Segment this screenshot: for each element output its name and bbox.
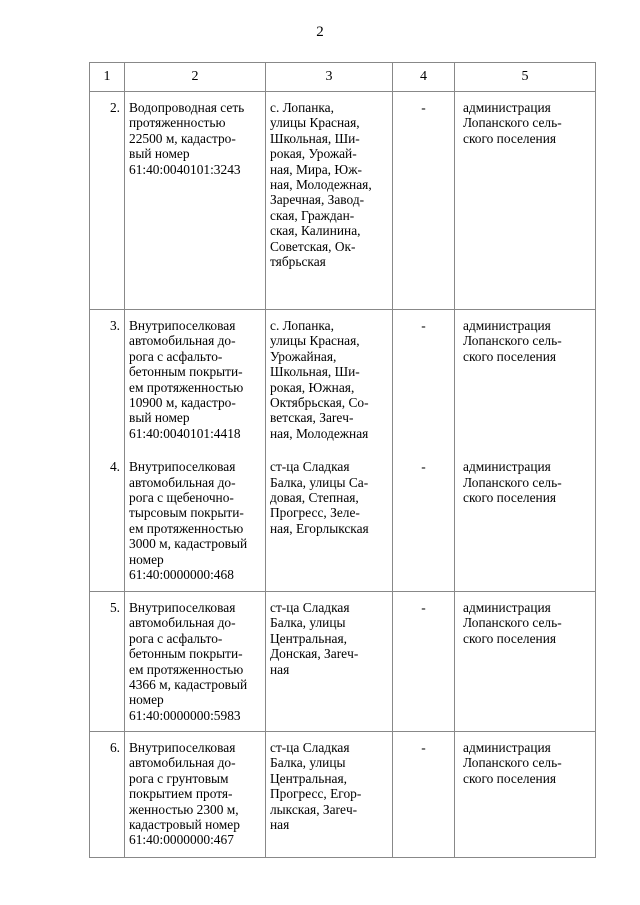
object-name (129, 600, 263, 723)
object-address-line: ная, Молодежная (270, 425, 369, 441)
object-address-cell (266, 732, 393, 858)
object-address-line: ст-ца Сладкая (270, 740, 350, 755)
object-name-line: рога с щебеночно- (129, 490, 234, 506)
object-owner-cell (455, 92, 596, 310)
object-owner (463, 318, 595, 441)
object-owner-cell (455, 732, 596, 858)
row-number: 2. (109, 100, 120, 115)
object-address-line: ская, Граждан- (270, 207, 355, 223)
object-name-line: рога с грунтовым (129, 770, 229, 786)
object-address-cell (266, 310, 393, 592)
object-address-line: Балка, улицы Са- (270, 474, 369, 490)
object-owner (463, 600, 595, 646)
object-name-line: покрытием протя- (129, 786, 233, 802)
object-name-line: 61:40:0000000:5983 (129, 707, 241, 723)
object-name-line: ем протяженностью (129, 520, 244, 536)
object-name-cell (125, 310, 266, 592)
header-col-2: 2 (125, 63, 266, 92)
object-name-line: женностью 2300 м, (129, 801, 239, 817)
object-address-line: рокая, Урожай- (270, 146, 357, 162)
object-address-line: лыкская, Заreч- (270, 801, 358, 817)
object-owner (463, 459, 595, 505)
object-extra: - (421, 740, 426, 755)
object-owner-line: администрация (463, 600, 551, 615)
object-extra: - (421, 318, 426, 333)
object-address-line: Центральная, (270, 630, 347, 646)
header-col-5: 5 (455, 63, 596, 92)
header-col-4: 4 (393, 63, 455, 92)
object-address-line: Центральная, (270, 770, 347, 786)
object-address-line: ная (270, 661, 290, 677)
object-address (270, 459, 390, 536)
object-owner-line: ского поселения (463, 630, 557, 646)
object-address (270, 600, 390, 677)
object-extra-cell (393, 310, 455, 592)
object-extra-cell (393, 732, 455, 858)
object-name-cell (125, 592, 266, 732)
object-address-line: Заречная, Завод- (270, 192, 365, 208)
table-row (90, 310, 596, 592)
object-name-cell (125, 732, 266, 858)
object-owner (463, 100, 595, 146)
object-address-line: Советская, Ок- (270, 238, 356, 254)
row-number: 5. (109, 600, 120, 615)
row-number: 6. (109, 740, 120, 755)
object-address-line: довая, Степная, (270, 490, 359, 506)
object-name-line: 4366 м, кадастровый (129, 677, 248, 693)
object-owner-line: администрация (463, 459, 551, 475)
object-address (270, 100, 390, 269)
row-number-cell (90, 310, 125, 592)
object-address-line: Балка, улицы (270, 615, 346, 631)
object-address-line: Урожайная, (270, 348, 337, 364)
object-name-line: автомобильная до- (129, 474, 236, 490)
row-number: 3. (109, 318, 120, 333)
object-address-line: Октябрьская, Со- (270, 395, 369, 411)
object-name-line: 61:40:0000000:468 (129, 567, 234, 583)
object-name-line: 61:40:0000000:467 (129, 832, 234, 848)
object-owner-line: Лопанского сель- (463, 615, 562, 631)
row-number: 4. (109, 459, 120, 475)
object-name-line: ем протяженностью (129, 379, 244, 395)
object-name (129, 459, 263, 582)
object-address (270, 318, 390, 441)
header-col-3: 3 (266, 63, 393, 92)
object-owner-line: Лопанского сель- (463, 115, 562, 131)
object-address-line: Прогресс, Зеле- (270, 505, 360, 521)
object-owner-line: администрация (463, 740, 551, 755)
object-name-line: Водопроводная сеть (129, 100, 245, 115)
object-address-line: с. Лопанка, (270, 100, 334, 115)
object-address-cell (266, 592, 393, 732)
object-address (270, 740, 390, 832)
object-owner-line: администрация (463, 100, 551, 115)
object-address-line: тябрьская (270, 254, 326, 270)
object-owner-line: ского поселения (463, 130, 557, 146)
object-owner-line: Лопанского сель- (463, 755, 562, 771)
header-row (90, 63, 596, 92)
table-row (90, 92, 596, 310)
table-row (90, 592, 596, 732)
object-address-line: ная, Егорлыкская (270, 520, 369, 536)
object-name-line: тырсовым покрыти- (129, 505, 244, 521)
object-name-line: 22500 м, кадастро- (129, 130, 236, 146)
table-body (90, 92, 596, 858)
row-number-cell (90, 92, 125, 310)
object-address-line: Донская, Заreч- (270, 646, 359, 662)
object-name-line: 10900 м, кадастро- (129, 395, 236, 411)
object-owner-cell (455, 310, 596, 592)
object-extra: - (421, 600, 426, 615)
object-name-line: 3000 м, кадастровый (129, 536, 248, 552)
object-name-line: автомобильная до- (129, 615, 236, 631)
object-name (129, 100, 263, 177)
object-address-line: рокая, Южная, (270, 379, 355, 395)
object-name-line: автомобильная до- (129, 755, 236, 771)
object-name-line: номер (129, 692, 164, 708)
object-extra: - (421, 100, 426, 115)
object-name-line: Внутрипоселковая (129, 459, 236, 475)
object-address-line: ная (270, 817, 290, 833)
object-name-line: Внутрипоселковая (129, 600, 236, 615)
object-address-line: ветская, Заreч- (270, 410, 354, 426)
object-address-line: улицы Красная, (270, 333, 360, 349)
object-name-line: бетонным покрыти- (129, 646, 243, 662)
object-name-line: бетонным покрыти- (129, 364, 243, 380)
object-address-line: Школьная, Ши- (270, 364, 360, 380)
header-col-1: 1 (90, 63, 125, 92)
object-address-line: Школьная, Ши- (270, 130, 360, 146)
object-address-line: ная, Мира, Юж- (270, 161, 363, 177)
object-address-cell (266, 92, 393, 310)
property-table (89, 62, 596, 858)
object-extra-cell (393, 592, 455, 732)
object-name-line: кадастровый номер (129, 817, 240, 833)
object-owner-cell (455, 592, 596, 732)
object-name-line: Внутрипоселковая (129, 318, 236, 333)
object-address-line: ская, Калинина, (270, 223, 361, 239)
object-address-line: ст-ца Сладкая (270, 459, 350, 475)
table-row (90, 732, 596, 858)
object-name-line: рога с асфальто- (129, 348, 223, 364)
object-name-cell (125, 92, 266, 310)
object-extra: - (421, 459, 426, 475)
object-owner-line: ского поселения (463, 770, 557, 786)
page-number: 2 (316, 24, 324, 40)
object-owner-line: ского поселения (463, 348, 557, 364)
object-address-line: Прогресс, Егор- (270, 786, 362, 802)
object-name-line: ем протяженностью (129, 661, 244, 677)
object-name-line: протяженностью (129, 115, 226, 131)
object-name-line: автомобильная до- (129, 333, 236, 349)
object-owner (463, 740, 595, 786)
object-name-line: рога с асфальто- (129, 630, 223, 646)
object-owner-line: администрация (463, 318, 551, 333)
object-owner-line: Лопанского сель- (463, 333, 562, 349)
object-extra-cell (393, 92, 455, 310)
row-number-cell (90, 592, 125, 732)
object-address-line: Балка, улицы (270, 755, 346, 771)
object-owner-line: Лопанского сель- (463, 474, 562, 490)
row-number-cell (90, 732, 125, 858)
object-address-line: ст-ца Сладкая (270, 600, 350, 615)
object-name-line: вый номер (129, 410, 190, 426)
object-name-line: Внутрипоселковая (129, 740, 236, 755)
object-name-line: 61:40:0040101:4418 (129, 425, 241, 441)
object-name-line: вый номер (129, 146, 190, 162)
object-name-line: 61:40:0040101:3243 (129, 161, 241, 177)
object-address-line: улицы Красная, (270, 115, 360, 131)
object-address-line: ная, Молодежная, (270, 177, 372, 193)
object-name-line: номер (129, 551, 164, 567)
object-name (129, 740, 263, 848)
object-address-line: с. Лопанка, (270, 318, 334, 333)
object-owner-line: ского поселения (463, 490, 557, 505)
object-name (129, 318, 263, 441)
